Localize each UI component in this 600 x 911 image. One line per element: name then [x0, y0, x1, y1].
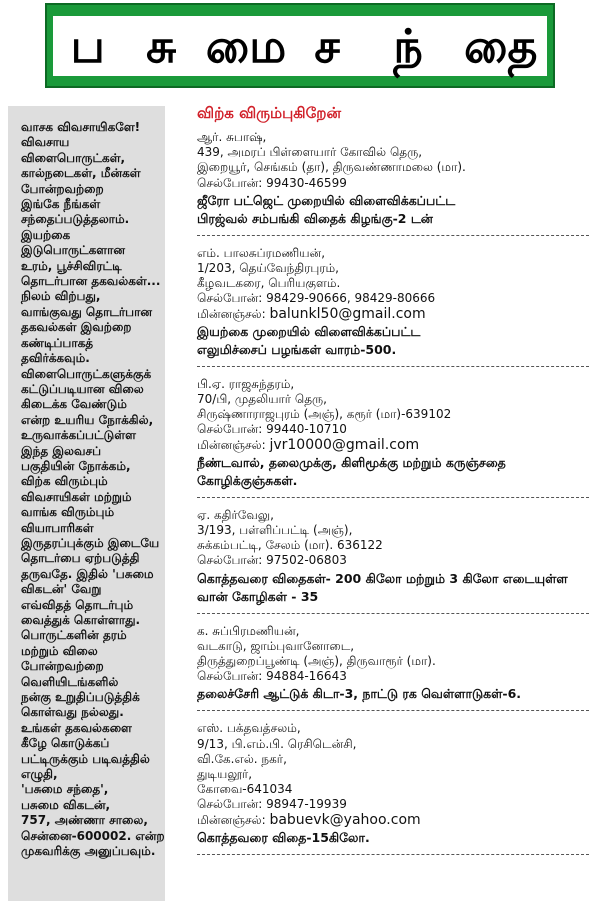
contact-line: துடியலூர், [197, 767, 253, 782]
sidebar-line: விற்க விரும்பும் [21, 474, 108, 489]
contact-line: செல்போன்: 94884-16643 [197, 669, 347, 684]
sidebar-line: இடுபொருட்களான [21, 243, 126, 258]
sidebar-line: வாங்குவது தொடர்பான [21, 304, 153, 319]
sidebar-line: தருவதே. இதில் 'பசுமை [21, 566, 154, 581]
sidebar-line: வியாபாரிகள் [21, 520, 94, 535]
email-address: babuevk@yahoo.com [269, 811, 421, 828]
offer-text: கொத்தவரை விதை-15கிலோ. [197, 829, 370, 845]
section-heading: விற்க விரும்புகிறேன் [197, 104, 341, 122]
banner-letter-1: ப [53, 16, 123, 76]
sidebar-line: உரம், பூச்சிவிரட்டி [21, 258, 122, 273]
contact-line: செல்போன்: 98947-19939 [197, 797, 347, 812]
sidebar-line: சந்தைப்படுத்தலாம். [21, 212, 130, 227]
contact-line: சிருஷ்ணாராஜபுரம் (அஞ்), கரூர் (மா)-639102 [197, 407, 452, 422]
sidebar-line: கண்டிப்பாகத் [21, 335, 94, 350]
contact-line: இறையூர், செங்கம் (தா), திருவண்ணாமலை (மா). [197, 160, 466, 175]
sidebar-line: தொடர்பான தகவல்கள்... [21, 274, 161, 289]
email-label: மின்னஞ்சல்: [197, 812, 266, 827]
sidebar-line: தவிர்க்கவும். [21, 351, 90, 366]
sidebar-line: விவசாய [21, 135, 70, 150]
email-label: மின்னஞ்சல்: [197, 437, 266, 452]
sidebar-line: 757, அண்ணா சாலை, [21, 813, 148, 828]
sidebar-line: மற்றும் விலை [21, 643, 98, 658]
sidebar-line: இருதரப்புக்கும் இடையே [21, 535, 160, 550]
sidebar-line: 'பசுமை சந்தை', [21, 782, 109, 797]
contact-line: வடகாடு, ஜாம்புவானோடை, [197, 638, 355, 653]
sidebar-line: நிலம் விற்பது, [21, 289, 101, 304]
sidebar-line: விகடன்' வேறு [21, 582, 102, 597]
contact-line: ஆர். சுபாஷ், [197, 130, 267, 144]
email-label: மின்னஞ்சல்: [197, 306, 266, 321]
contact-line: செல்போன்: 99430-46599 [197, 175, 347, 190]
sidebar-line: விளைபொருட்களுக்குக் [21, 366, 152, 381]
sidebar-line: வெளியிடங்களில் [21, 674, 119, 689]
banner-letter-5: ந் [362, 16, 455, 76]
contact-line: கீழவடகரை, பெரியகுளம். [197, 276, 341, 291]
contact-line: 70/பி, முதலியார் தெரு, [197, 392, 327, 407]
contact-line: 439, அமரப் பிள்ளையார் கோவில் தெரு, [197, 145, 423, 160]
offer-text: கொத்தவரை விதைகள்- 200 கிலோ மற்றும் 3 கிலோ எடையுள்ள [197, 570, 568, 586]
contact-line: வி.கே.எல். நகர், [197, 751, 287, 766]
offer-text: பிரஜ்வல் சம்பங்கி விதைக் கிழங்கு-2 டன் [197, 210, 433, 226]
contact-line: 9/13, பி.எம்.பி. ரெசிடென்சி, [197, 736, 357, 751]
offer-text: இயற்கை முறையில் விளைவிக்கப்பட்ட [197, 323, 421, 339]
header-banner [45, 3, 555, 88]
listings-column [197, 104, 589, 865]
sidebar-line: பொருட்களின் தரம் [21, 628, 127, 643]
contact-line: செல்போன்: 97502-06803 [197, 553, 347, 568]
listing-entry [197, 721, 589, 854]
sidebar-line: இயற்கை [21, 227, 71, 242]
contact-line: க. சுப்பிரமணியன், [197, 623, 300, 638]
listing-entries [197, 130, 589, 855]
reader-notice-sidebar [8, 106, 165, 901]
contact-line: எம். பாலசுப்ரமணியன், [197, 245, 326, 260]
email-line [197, 813, 589, 828]
sidebar-line: எழுதி, [21, 767, 58, 782]
sidebar-line: வாங்க விரும்பும் [21, 505, 115, 520]
sidebar-line: பட்டிருக்கும் படிவத்தில் [21, 751, 150, 766]
sidebar-line: தகவல்கள் இவற்றை [21, 320, 132, 335]
contact-line: 1/203, தெய்வேந்திரபுரம், [197, 261, 339, 276]
offer-text: ஜீரோ பட்ஜெட் முறையில் விளைவிக்கப்பட்ட [197, 192, 456, 208]
sidebar-line: வைத்துக் கொள்ளாது. [21, 613, 141, 627]
listing-entry [197, 508, 589, 614]
sidebar-line: முகவரிக்கு அனுப்பவும். [21, 844, 156, 859]
sidebar-line: கால்நடைகள், மீன்கள் [21, 166, 141, 181]
sidebar-line: இங்கே நீங்கள் [21, 197, 101, 212]
sidebar-line: என்ற உயரிய நோக்கில், [21, 412, 154, 427]
listing-entry [197, 377, 589, 498]
contact-line: ஏ. கதிர்வேலு, [197, 507, 274, 522]
contact-line: செல்போன்: 99440-10710 [197, 422, 347, 437]
email-address: balunkl50@gmail.com [269, 305, 426, 322]
offer-text: நீண்டவால், தலைமுக்கு, கிளிமூக்கு மற்றும் கருஞ்சதை [197, 454, 506, 470]
sidebar-line: உருவாக்கப்பட்டுள்ள [21, 428, 136, 443]
email-line [197, 438, 589, 453]
sidebar-line: கிடைக்க வேண்டும் [21, 397, 127, 412]
sidebar-line: நன்கு உறுதிப்படுத்திக் [21, 690, 140, 705]
sidebar-line: வாசக விவசாயிகளே! [21, 120, 141, 134]
offer-text: கோழிக்குஞ்சுகள். [197, 472, 298, 488]
listing-entry [197, 624, 589, 712]
banner-letter-4: ச [292, 16, 362, 76]
contact-line: செல்போன்: 98429-90666, 98429-80666 [197, 291, 436, 306]
listing-entry [197, 130, 589, 236]
sidebar-line: பகுதியின் நோக்கம், [21, 458, 131, 473]
banner-letter-2: சு [123, 16, 200, 76]
contact-line: திருத்துறைப்பூண்டி (அஞ்), திருவாரூர் (மா). [197, 654, 436, 669]
sidebar-line: கட்டுப்படியான விலை [21, 381, 144, 396]
banner-letter-3: மை [200, 16, 293, 76]
offer-text: எலுமிச்சைப் பழங்கள் வாரம்-500. [197, 341, 397, 357]
email-address: jvr10000@gmail.com [269, 436, 420, 453]
contact-line: சுக்கம்பட்டி, சேலம் (மா). 636122 [197, 538, 383, 553]
listing-entry [197, 246, 589, 367]
sidebar-line: கொள்வது நல்லது. [21, 705, 124, 720]
banner-letter-6: தை [454, 16, 547, 76]
sidebar-line: விளைபொருட்கள், [21, 150, 126, 165]
contact-line: எஸ். பக்தவத்சலம், [197, 721, 301, 736]
offer-text: தலைச்சேரி ஆட்டுக் கிடா-3, நாட்டு ரக வெள்ளாடுகள்-6. [197, 686, 522, 702]
sidebar-line: விவசாயிகள் மற்றும் [21, 489, 132, 504]
offer-text: வான் கோழிகள் - 35 [197, 588, 319, 604]
contact-line: கோவை-641034 [197, 782, 293, 797]
sidebar-line: போன்றவற்றை [21, 181, 104, 196]
sidebar-line: போன்றவற்றை [21, 659, 104, 674]
email-line [197, 307, 589, 322]
sidebar-line: கீழே கொடுக்கப் [21, 736, 110, 751]
contact-line: பி.ஏ. ராஜசுந்தரம், [197, 376, 295, 391]
sidebar-line: சென்னை-600002. என்ற [21, 828, 165, 843]
sidebar-line: இந்த இலவசப் [21, 443, 102, 458]
sidebar-line: பசுமை விகடன், [21, 797, 111, 812]
contact-line: 3/193, பள்ளிப்பட்டி (அஞ்), [197, 523, 353, 538]
sidebar-line: எவ்விதத் தொடர்பும் [21, 597, 134, 612]
sidebar-line: உங்கள் தகவல்களை [21, 720, 132, 735]
sidebar-line: தொடர்பை ஏற்படுத்தி [21, 551, 140, 566]
